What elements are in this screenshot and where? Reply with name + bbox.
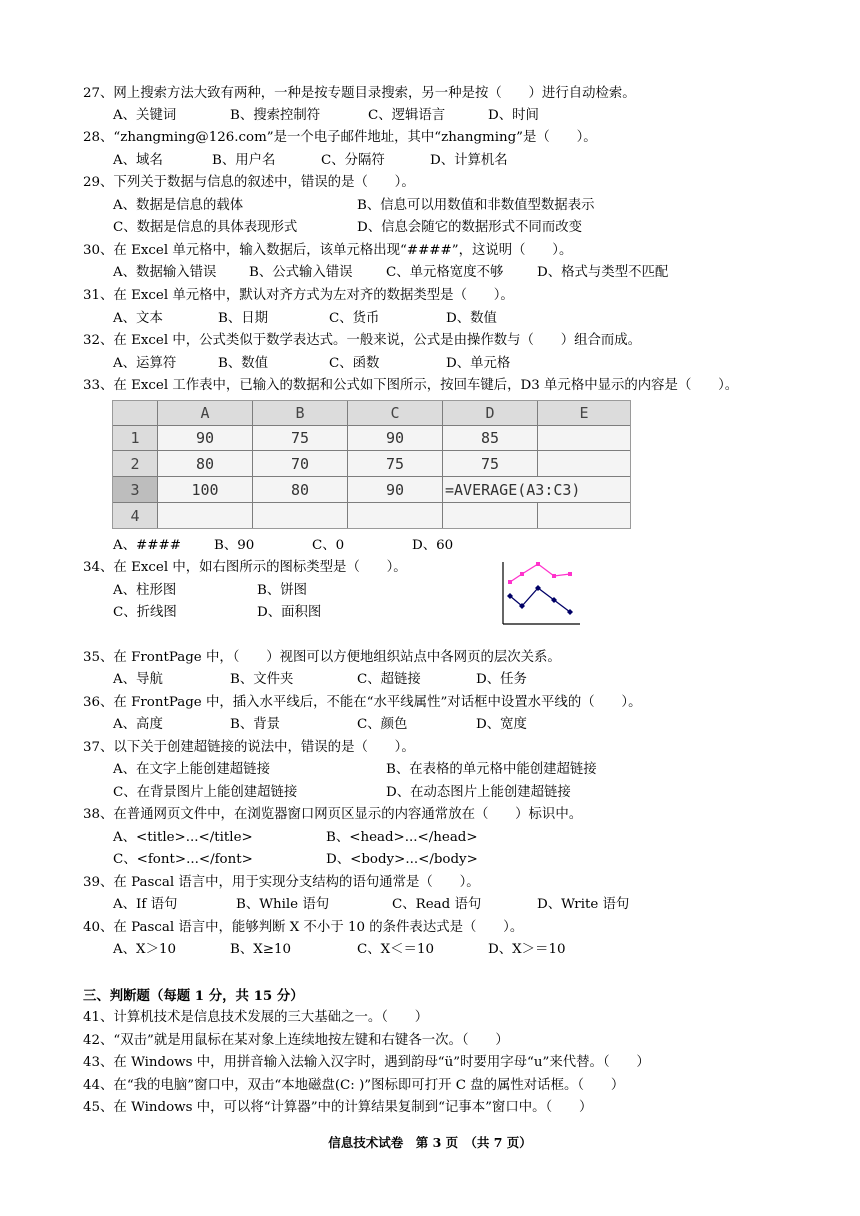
excel-sheet-image bbox=[112, 400, 631, 529]
col-header: A bbox=[158, 401, 253, 426]
question-38: 38、在普通网页文件中，在浏览器窗口网页区显示的内容通常放在（ ）标识中。 bbox=[83, 807, 583, 822]
option: A、数据是信息的载体 bbox=[113, 198, 244, 213]
cell: 75 bbox=[348, 451, 443, 477]
option: B、数值 bbox=[218, 356, 269, 371]
option: B、X≥10 bbox=[230, 942, 292, 957]
col-header: D bbox=[443, 401, 538, 426]
question-30: 30、在 Excel 单元格中，输入数据后，该单元格出现“####”，这说明（ ）。 bbox=[83, 243, 573, 258]
option: D、计算机名 bbox=[430, 153, 508, 168]
corner-cell bbox=[113, 401, 158, 426]
cell bbox=[443, 503, 538, 528]
option: D、60 bbox=[412, 538, 454, 553]
option: D、X＞＝10 bbox=[488, 942, 566, 957]
option: B、公式输入错误 bbox=[249, 265, 353, 280]
option: B、信息可以用数值和非数值型数据表示 bbox=[357, 198, 595, 213]
option: D、时间 bbox=[488, 108, 539, 123]
cell: 90 bbox=[348, 477, 443, 503]
cell bbox=[348, 503, 443, 528]
question-27: 27、网上搜索方法大致有两种，一种是按专题目录搜索，另一种是按（ ）进行自动检索。 bbox=[83, 86, 636, 101]
option: A、X＞10 bbox=[113, 942, 177, 957]
option: D、信息会随它的数据形式不同而改变 bbox=[357, 220, 582, 235]
option: C、数据是信息的具体表现形式 bbox=[113, 220, 298, 235]
chart-series-2-line bbox=[510, 588, 570, 612]
option: A、#### bbox=[113, 538, 181, 553]
option: D、在动态图片上能创建超链接 bbox=[386, 785, 571, 800]
option: C、分隔符 bbox=[321, 153, 385, 168]
option: B、<head>...</head> bbox=[326, 830, 478, 845]
question-35: 35、在 FrontPage 中，（ ）视图可以方便地组织站点中各网页的层次关系。 bbox=[83, 650, 561, 665]
row-header: 2 bbox=[113, 451, 158, 477]
page-footer: 信息技术试卷 第 3 页 （共 7 页） bbox=[328, 1135, 532, 1150]
option: D、格式与类型不匹配 bbox=[537, 265, 669, 280]
option: C、<font>...</font> bbox=[113, 852, 253, 867]
question-34: 34、在 Excel 中，如右图所示的图标类型是（ ）。 bbox=[83, 560, 407, 575]
option: D、<body>...</body> bbox=[326, 852, 478, 867]
question-39: 39、在 Pascal 语言中，用于实现分支结构的语句通常是（ ）。 bbox=[83, 875, 480, 890]
option: A、域名 bbox=[113, 153, 163, 168]
cell: 80 bbox=[158, 451, 253, 477]
option: D、任务 bbox=[476, 672, 527, 687]
judge-item: 42、“双击”就是用鼠标在某对象上连续地按左键和右键各一次。（ ） bbox=[83, 1033, 509, 1048]
option: A、运算符 bbox=[113, 356, 177, 371]
chart-series-1-points bbox=[508, 562, 572, 584]
judge-item: 41、计算机技术是信息技术发展的三大基础之一。（ ） bbox=[83, 1010, 429, 1025]
cell bbox=[538, 503, 630, 528]
judge-item: 43、在 Windows 中，用拼音输入法输入汉字时，遇到韵母“ü”时要用字母“u”来代替。（ ） bbox=[83, 1055, 650, 1070]
option: B、While 语句 bbox=[236, 897, 330, 912]
row-header: 1 bbox=[113, 426, 158, 451]
option: C、逻辑语言 bbox=[368, 108, 446, 123]
option: B、饼图 bbox=[257, 583, 308, 598]
option: C、折线图 bbox=[113, 605, 177, 620]
question-29: 29、下列关于数据与信息的叙述中，错误的是（ ）。 bbox=[83, 175, 415, 190]
option: B、背景 bbox=[230, 717, 281, 732]
option: B、文件夹 bbox=[230, 672, 294, 687]
line-chart-icon bbox=[500, 560, 582, 626]
option: B、用户名 bbox=[212, 153, 276, 168]
question-36: 36、在 FrontPage 中，插入水平线后，不能在“水平线属性”对话框中设置水平线的（ ）。 bbox=[83, 695, 642, 710]
cell bbox=[538, 426, 630, 451]
cell bbox=[253, 503, 348, 528]
row-header: 3 bbox=[113, 477, 158, 503]
col-header: E bbox=[538, 401, 630, 426]
option: D、单元格 bbox=[446, 356, 511, 371]
option: D、宽度 bbox=[476, 717, 527, 732]
option: A、在文字上能创建超链接 bbox=[113, 762, 270, 777]
option: B、日期 bbox=[218, 311, 269, 326]
cell: 70 bbox=[253, 451, 348, 477]
cell: 75 bbox=[443, 451, 538, 477]
question-37: 37、以下关于创建超链接的说法中，错误的是（ ）。 bbox=[83, 740, 415, 755]
option: C、X＜＝10 bbox=[357, 942, 434, 957]
cell bbox=[158, 503, 253, 528]
option: D、数值 bbox=[446, 311, 497, 326]
question-31: 31、在 Excel 单元格中，默认对齐方式为左对齐的数据类型是（ ）。 bbox=[83, 288, 514, 303]
option: A、柱形图 bbox=[113, 583, 177, 598]
option: B、90 bbox=[214, 538, 255, 553]
option: C、货币 bbox=[329, 311, 380, 326]
question-33: 33、在 Excel 工作表中，已输入的数据和公式如下图所示，按回车键后，D3 单元格中显示的内容是（ ）。 bbox=[83, 378, 739, 393]
cell: 75 bbox=[253, 426, 348, 451]
option: B、在表格的单元格中能创建超链接 bbox=[386, 762, 597, 777]
option: A、高度 bbox=[113, 717, 163, 732]
option: A、关键词 bbox=[113, 108, 177, 123]
section-title: 三、判断题（每题 1 分，共 15 分） bbox=[83, 988, 304, 1004]
option: A、数据输入错误 bbox=[113, 265, 217, 280]
cell: 85 bbox=[443, 426, 538, 451]
cell: 90 bbox=[348, 426, 443, 451]
option: A、<title>...</title> bbox=[113, 830, 253, 845]
judge-item: 44、在“我的电脑”窗口中，双击“本地磁盘(C: )”图标即可打开 C 盘的属性对话框。（ ） bbox=[83, 1078, 625, 1093]
formula-cell: =AVERAGE(A3:C3) bbox=[443, 477, 630, 503]
option: C、颜色 bbox=[357, 717, 408, 732]
row-header: 4 bbox=[113, 503, 158, 528]
cell bbox=[538, 451, 630, 477]
chart-series-1-line bbox=[510, 564, 570, 582]
question-40: 40、在 Pascal 语言中，能够判断 X 不小于 10 的条件表达式是（ ）。 bbox=[83, 920, 524, 935]
option: C、在背景图片上能创建超链接 bbox=[113, 785, 298, 800]
cell: 90 bbox=[158, 426, 253, 451]
option: A、文本 bbox=[113, 311, 163, 326]
option: D、Write 语句 bbox=[537, 897, 630, 912]
question-32: 32、在 Excel 中，公式类似于数学表达式。一般来说，公式是由操作数与（ ）组合而成。 bbox=[83, 333, 642, 348]
judge-item: 45、在 Windows 中，可以将“计算器”中的计算结果复制到“记事本”窗口中。（ ） bbox=[83, 1100, 593, 1115]
option: C、Read 语句 bbox=[392, 897, 482, 912]
question-28: 28、“zhangming@126.com”是一个电子邮件地址，其中“zhangming”是（ ）。 bbox=[83, 130, 597, 145]
col-header: B bbox=[253, 401, 348, 426]
option: B、搜索控制符 bbox=[230, 108, 321, 123]
col-header: C bbox=[348, 401, 443, 426]
option: C、0 bbox=[312, 538, 345, 553]
option: C、函数 bbox=[329, 356, 380, 371]
cell: 100 bbox=[158, 477, 253, 503]
option: A、If 语句 bbox=[113, 897, 178, 912]
option: A、导航 bbox=[113, 672, 163, 687]
option: C、超链接 bbox=[357, 672, 421, 687]
option: C、单元格宽度不够 bbox=[386, 265, 504, 280]
option: D、面积图 bbox=[257, 605, 322, 620]
cell: 80 bbox=[253, 477, 348, 503]
